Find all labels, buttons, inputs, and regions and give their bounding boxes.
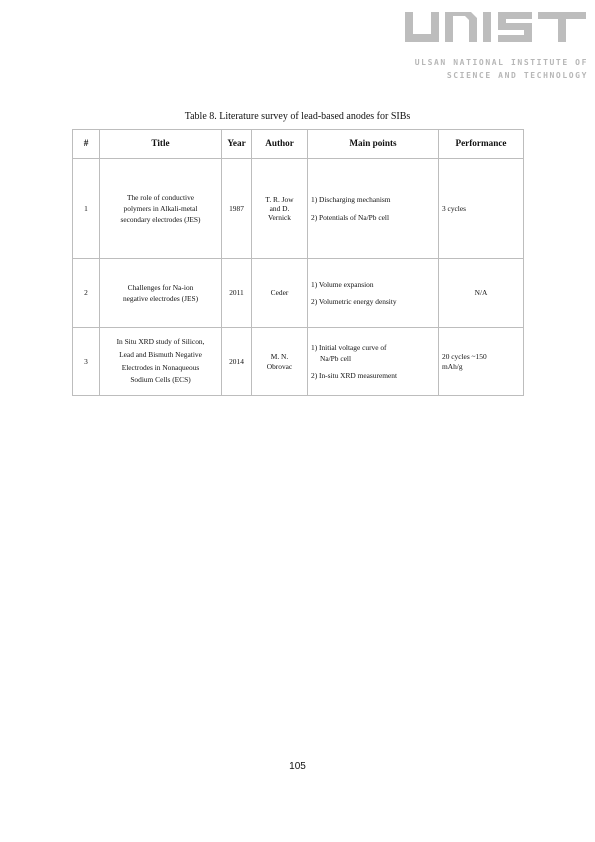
title-line: polymers in Alkali-metal [123,203,198,213]
row-main-points [308,328,439,396]
header-number: # [73,130,100,159]
point-line: 1) Discharging mechanism [311,195,391,205]
row-performance [439,159,524,259]
header-year: Year [222,130,252,159]
table-row [73,159,524,259]
point-line: 1) Volume expansion [311,279,374,289]
row-number: 3 [73,328,100,396]
logo-line-1: ULSAN NATIONAL INSTITUTE OF [414,58,588,67]
title-line: Electrodes in Nonaqueous [121,362,200,372]
author-line: Vernick [268,213,291,223]
table-caption: Table 8. Literature survey of lead-based anodes for SIBs [184,111,411,122]
table-row [73,259,524,328]
title-line: negative electrodes (JES) [122,294,199,303]
title-line: secondary electrodes (JES) [120,215,201,225]
title-line: Lead and Bismuth Negative [119,349,202,359]
title-line: Challenges for Na-ion [127,282,194,292]
row-title [100,159,222,259]
row-year: 2014 [222,328,252,396]
logo-line-2: SCIENCE AND TECHNOLOGY [446,71,588,80]
table-row [73,328,524,396]
title-line: Sodium Cells (ECS) [130,375,191,385]
author-line: Ceder [270,288,289,298]
row-author [252,159,308,259]
page-number: 105 [289,761,306,772]
author-line: T. R. Jow [265,194,294,204]
point-line: 2) Potentials of Na/Pb cell [311,212,389,222]
literature-survey-table [72,129,524,396]
header-author: Author [252,130,308,159]
row-title [100,259,222,328]
performance-line: mAh/g [442,361,463,371]
point-line: 2) Volumetric energy density [311,297,397,306]
author-line: and D. [269,203,290,213]
header-title: Title [100,130,222,159]
row-number: 2 [73,259,100,328]
performance-line: 20 cycles ~150 [442,352,487,362]
header-main-points: Main points [308,130,439,159]
point-line: 2) In-situ XRD measurement [311,371,397,381]
point-line: 1) Initial voltage curve of [311,342,387,352]
row-author [252,328,308,396]
row-title [100,328,222,396]
performance-line: 3 cycles [442,203,467,213]
row-year: 1987 [222,159,252,259]
row-main-points [308,159,439,259]
row-main-points [308,259,439,328]
row-performance [439,328,524,396]
row-year: 2011 [222,259,252,328]
row-performance [439,259,524,328]
author-line: M. N. [270,352,289,362]
author-line: Obrovac [266,361,293,371]
row-number: 1 [73,159,100,259]
row-author [252,259,308,328]
title-line: In Situ XRD study of Silicon, [116,336,205,346]
point-line: Na/Pb cell [320,353,351,363]
header-performance: Performance [439,130,524,159]
title-line: The role of conductive [126,192,195,202]
performance-line: N/A [474,288,488,298]
table-header-row [73,130,524,159]
